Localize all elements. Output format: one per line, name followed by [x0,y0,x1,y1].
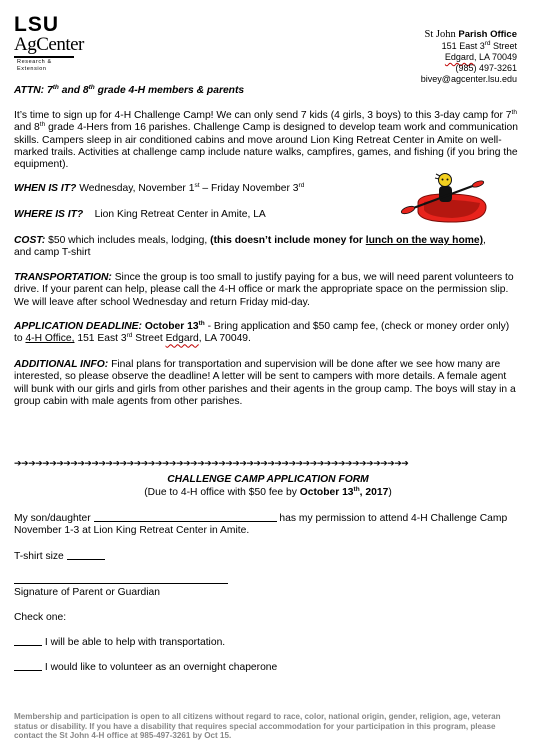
office-phone: (985) 497-3261 [455,63,517,73]
child-name-field[interactable] [94,512,277,522]
when-label: WHEN IS IT? [14,183,77,194]
logo-tagline: Research & Extension [17,59,52,72]
lsu-agcenter-logo [14,13,84,72]
tshirt-size-field[interactable] [67,550,105,560]
transportation-option: I will be able to help with transportation. [14,636,519,649]
office-title: St John Parish Office [424,29,517,40]
additional-info-paragraph: ADDITIONAL INFO: Final plans for transportation and supervision will be done after we see how many are interested, so please observe the deadline! A letter will be sent to campers with more details. A female agent will bunk with our girls and girls from other parishes and their agents in the group camp. The boys will stay in a group cabin with male agents from other parishes. [14,359,516,407]
signature-label: Signature of Parent or Guardian [14,587,160,598]
arrow-divider: ➔➔➔➔➔➔➔➔➔➔➔➔➔➔➔➔➔➔➔➔➔➔➔➔➔➔➔➔➔➔➔➔➔➔➔➔➔➔➔➔➔➔➔➔➔➔➔➔➔➔➔➔➔➔➔➔ [14,458,409,468]
nondiscrimination-disclaimer: Membership and participation is open to all citizens without regard to race, color, national origin, gender, religion, age, veteran status or disability. If you have a disability that requires special accommodation for your participation in this program, please contact the St John 4-H office at 985-497-3261 by Oct 15. [14,712,501,741]
where-paragraph: WHERE IS IT? Lion King Retreat Center in Amite, LA [14,209,266,220]
additional-info-label: ADDITIONAL INFO: [14,359,109,370]
transportation-paragraph: TRANSPORTATION: Since the group is too small to justify paying for a bus, we will need parent volunteers to drive. If your parent can help, please call the 4-H office or mark the appropriate space on the permission slip. We will leave after school Wednesday and return Friday mid-day. [14,272,514,308]
logo-lsu-text: LSU [14,13,59,36]
deadline-label: APPLICATION DEADLINE: [14,321,142,332]
form-title: CHALLENGE CAMP APPLICATION FORM [167,474,369,485]
signature-line[interactable] [14,573,228,584]
attention-line: ATTN: 7th and 8th grade 4-H members & parents [14,84,245,96]
check-one-label: Check one: [14,612,67,623]
cost-label: COST: [14,235,46,246]
kayak-paddler-icon [398,170,488,230]
office-email: bivey@agcenter.lsu.edu [420,74,517,84]
transportation-label: TRANSPORTATION: [14,272,112,283]
office-street: 151 East 3rd Street [441,40,517,51]
deadline-paragraph: APPLICATION DEADLINE: October 13th - Bring application and $50 camp fee, (check or money order only) to 4-H Office, 151 East 3rd Street Edgard, LA 70049. [14,320,510,345]
logo-divider [14,56,74,58]
chaperone-checkbox[interactable] [14,661,42,671]
when-paragraph: WHEN IS IT? Wednesday, November 1st – Friday November 3rd [14,182,305,194]
cost-paragraph: COST: $50 which includes meals, lodging, (this doesn’t include money for lunch on the way home), and camp T-shirt [14,235,486,259]
permission-statement: My son/daughter has my permission to attend 4-H Challenge Camp November 1-3 at Lion King Retreat Center in Amite. [14,513,508,537]
office-city: Edgard, LA 70049 [444,52,517,62]
where-label: WHERE IS IT? [14,209,84,220]
chaperone-option: I would like to volunteer as an overnight chaperone [14,661,519,674]
intro-paragraph: It’s time to sign up for 4-H Challenge Camp! We can only send 7 kids (4 girls, 3 boys) to this 3-day camp for 7th and 8th grade 4-Hers from 16 parishes. Challenge Camp is designed to develop team work and communication skills. Campers sleep in air conditioned cabins and move around Lion King Retreat Center in Amite on well-marked trails. Activities at challenge camp include nature walks, campfires, games, and fishing (if you bring the equipment). [14,109,518,171]
tshirt-size-row: T-shirt size [14,550,519,563]
office-address-block [421,28,517,85]
form-subtitle: (Due to 4-H office with $50 fee by October 13th, 2017) [144,486,392,498]
transportation-checkbox[interactable] [14,636,42,646]
logo-agcenter-text: AgCenter [14,34,84,55]
